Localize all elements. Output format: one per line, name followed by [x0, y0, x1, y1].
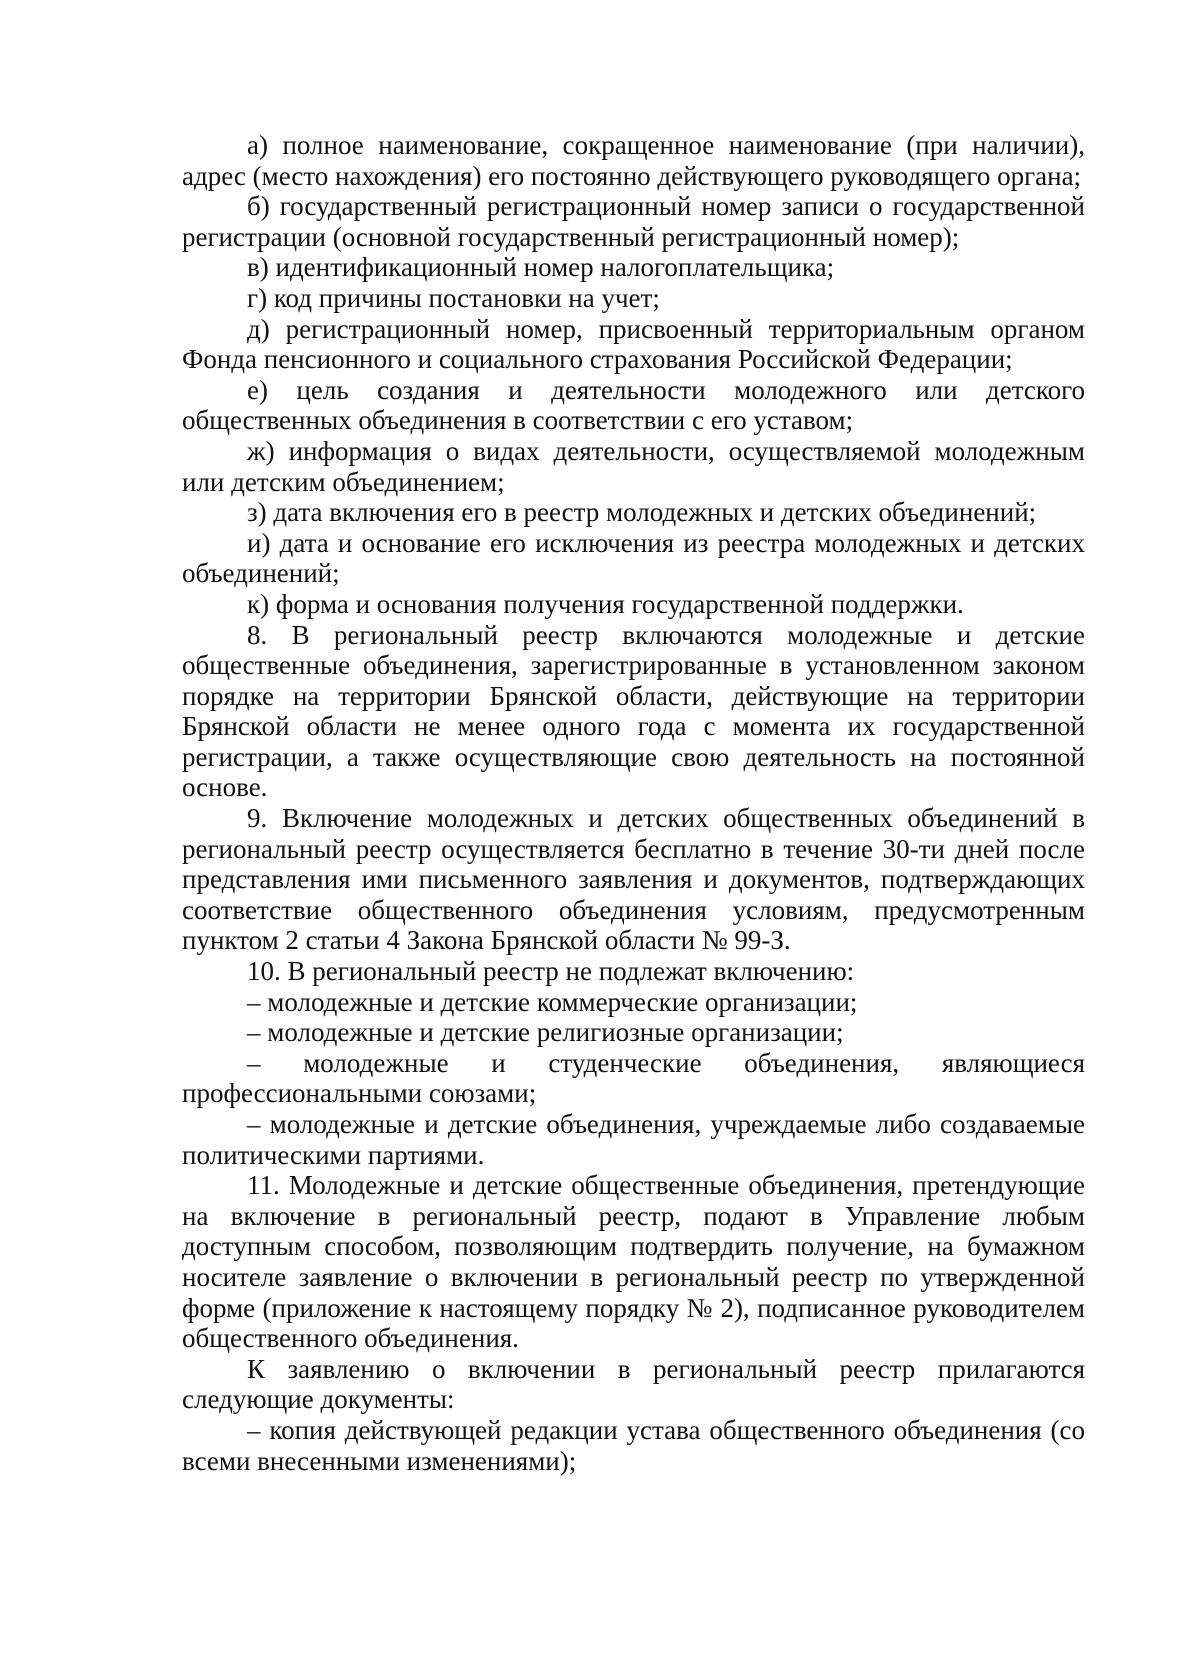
exclusion-item-political: – молодежные и детские объединения, учреждаемые либо создаваемые политическими партиями.: [182, 1109, 1085, 1170]
attachment-item-charter: – копия действующей редакции устава общественного объединения (со всеми внесенными изменениями);: [182, 1414, 1085, 1476]
clause-11: 11. Молодежные и детские общественные объединения, претендующие на включение в региональный реестр, подают в Управление любым доступным способом, позволяющим подтвердить получение, на бумажном носителе заявление о включении в региональный реестр по утвержденной форме (приложение к настоящему порядку № 2), подписанное руководителем общественного объединения.: [182, 1170, 1085, 1354]
list-item-zh: ж) информация о видах деятельности, осуществляемой молодежным или детским объединением;: [182, 435, 1085, 497]
attachments-intro: К заявлению о включении в региональный реестр прилагаются следующие документы:: [182, 1353, 1085, 1415]
list-item-v: в) идентификационный номер налогоплательщика;: [247, 252, 835, 283]
clause-10: 10. В региональный реестр не подлежат включению:: [247, 956, 855, 987]
exclusion-item-religious: – молодежные и детские религиозные организации;: [247, 1017, 844, 1048]
list-item-z: з) дата включения его в реестр молодежных и детских объединений;: [247, 497, 1037, 528]
list-item-e: е) цель создания и деятельности молодежного или детского общественных объединения в соответствии с его уставом;: [182, 374, 1085, 436]
clause-9: 9. Включение молодежных и детских общественных объединений в региональный реестр осуществляется бесплатно в течение 30-ти дней после представления ими письменного заявления и документов, подтверждающих соответствие общественного объединения условиям, предусмотренным пунктом 2 статьи 4 Закона Брянской области № 99-З.: [182, 803, 1085, 956]
list-item-i: и) дата и основание его исключения из реестра молодежных и детских объединений;: [182, 527, 1085, 589]
document-body: [182, 130, 1085, 1476]
list-item-d: д) регистрационный номер, присвоенный территориальным органом Фонда пенсионного и социального страхования Российской Федерации;: [182, 313, 1085, 375]
list-item-g: г) код причины постановки на учет;: [247, 282, 660, 313]
list-item-k: к) форма и основания получения государственной поддержки.: [247, 588, 964, 619]
exclusion-item-unions: – молодежные и студенческие объединения, являющиеся профессиональными союзами;: [182, 1047, 1085, 1109]
clause-8: 8. В региональный реестр включаются молодежные и детские общественные объединения, зарегистрированные в установленном законом порядке на территории Брянской области, действующие на территории Брянской области не менее одного года с момента их государственной регистрации, а также осуществляющие свою деятельность на постоянной основе.: [182, 619, 1085, 803]
list-item-a: а) полное наименование, сокращенное наименование (при наличии), адрес (место нахождения) его постоянно действующего руководящего органа;: [182, 130, 1085, 191]
exclusion-item-commercial: – молодежные и детские коммерческие организации;: [247, 986, 858, 1017]
list-item-b: б) государственный регистрационный номер записи о государственной регистрации (основной государственный регистрационный номер);: [182, 191, 1085, 252]
